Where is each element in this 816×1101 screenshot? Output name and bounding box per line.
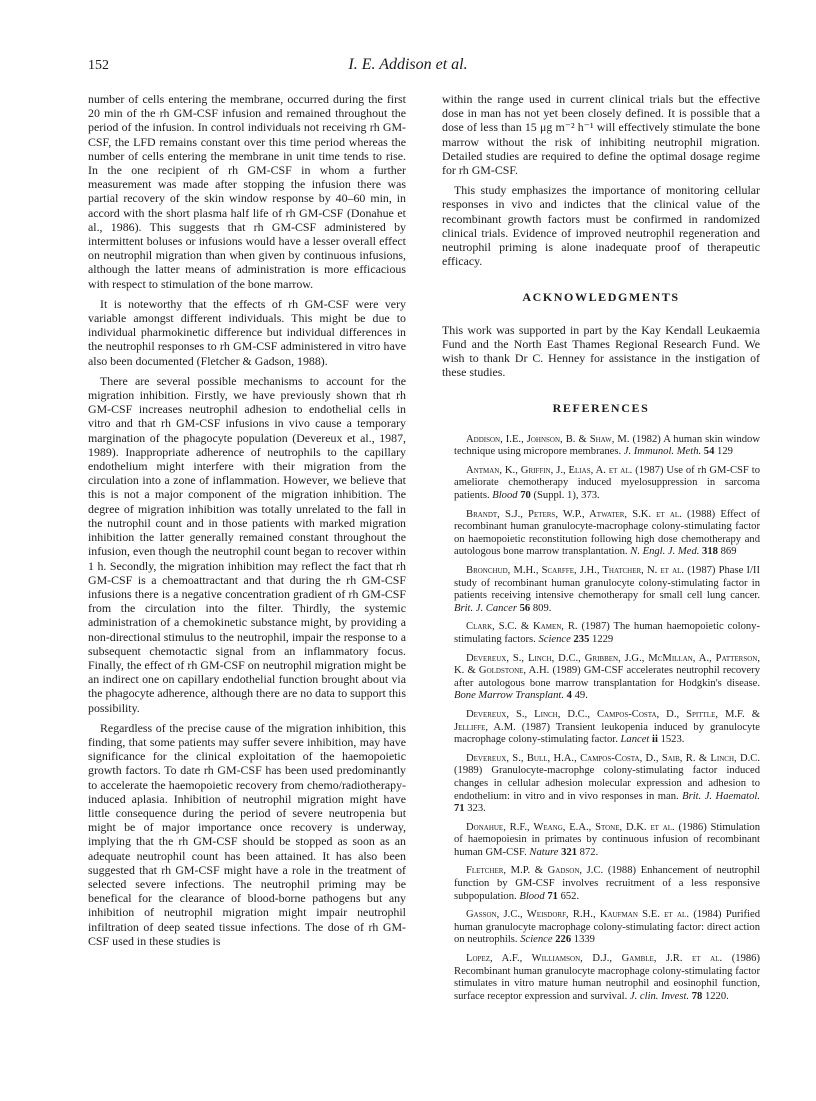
paragraph: Regardless of the precise cause of the migration inhibition, this finding, that some patients may suffer severe inhibition, may have significance for the clinical exploitation of the haemopoietic growth factors. To date rh GM-CSF has been used predominantly to accelerate the haemopoietic recovery from chemo/radiotherapy-induced aplasia. Inhibition of neutrophil migration might have little consequence during the period of severe neutropenia but might be of major importance once recovery is underway, implying that the rh GM-CSF should be stopped as soon as an adequate neutrophil count has been attained. It has also been suggested that rh GM-CSF might have a role in the treatment of selected severe infections. The neutrophil priming may be benefical for the clearance of blood-borne pathogens but any inhibition of neutrophil migration might impair neutrophil infiltration of deep seated tissue infections. The dose of rh GM-CSF used in these studies is (88, 720, 406, 948)
reference-list (442, 434, 760, 1004)
paragraph: number of cells entering the membrane, occurred during the first 20 min of the rh GM-CSF infusion and remained throughout the period of the infusion. In control individuals not receiving rh GM-CSF, the LFD remains constant over this time period whereas the number of cells entering the membrane in unit time tends to rise. In the one recipient of rh GM-CSF in whom a further measurement was made after stopping the infusion there was partial recovery of the skin window response by 40–60 min, in accord with the short plasma half life of rh GM-CSF (Donahue et al., 1986). This suggests that rh GM-CSF administered by intermittent boluses or infusions would have a lesser overall effect on neutrophil migration than when given by continuous infusions, although the latter means of administration is more efficacious with respect to stimulation of the bone marrow. (88, 92, 406, 291)
reference-item (442, 653, 760, 703)
right-column (442, 92, 760, 1009)
reference-journal: Science (538, 633, 571, 645)
reference-item (442, 621, 760, 646)
reference-rest: (1987) Use of rh GM-CSF to ameliorate chemotherapy induced myelosuppression in sarcoma patients. (454, 464, 760, 502)
page-header (88, 58, 728, 82)
reference-rest: (1987) Transient leukopenia induced by granulocyte macrophage colony-stimulating factor. (454, 721, 760, 746)
reference-pages: 323. (467, 803, 486, 815)
reference-rest: (1989) GM-CSF accelerates neutrophil recovery after autologous bone marrow transplantation for Hodgkin's disease. (454, 665, 760, 689)
reference-volume: ii (652, 734, 658, 746)
reference-journal: Blood (492, 490, 518, 502)
reference-item (442, 434, 760, 459)
reference-volume: 71 (454, 803, 465, 815)
reference-pages: 872. (579, 846, 599, 858)
reference-volume: 226 (555, 934, 572, 946)
reference-authors: Devereux, S., Bull, H.A., Campos-Costa, D., Saib, R. & Linch, D.C. (466, 752, 760, 764)
reference-journal: Brit. J. Cancer (454, 602, 517, 614)
acknowledgments-heading: ACKNOWLEDGMENTS (522, 290, 680, 305)
page-number: 152 (88, 58, 109, 73)
reference-item (442, 565, 760, 615)
reference-rest: (1986) Recombinant human granulocyte macrophage colony-stimulating factor stimulates in vitro mature human neutrophil and eosinophil function, surface receptor expression and survival. (454, 953, 760, 1002)
reference-rest: (1989) Granulocyte-macrophge colony-stimulating factor induced changes in cellular adhesion molecular expression and adhesion to endothelium: in vitro and in vivo responses in man. (454, 765, 760, 802)
reference-item (442, 709, 760, 747)
reference-rest: (1984) Purified human granulocyte macrophage colony-stimulating factor: direct action on neutrophils. (454, 909, 760, 946)
reference-journal: J. Immunol. Meth. (623, 446, 702, 458)
reference-rest: (1986) Stimulation of haemopoiesin in primates by continuous infusion of recombinant human GM-CSF. (454, 821, 760, 858)
reference-authors: Antman, K., Griffin, J., Elias, A. et al. (466, 464, 633, 476)
reference-pages: 869 (720, 546, 737, 558)
reference-rest: (1988) Enhancement of neutrophil function by GM-CSF involves recruitment of a less responsive subpopulation. (454, 865, 760, 902)
paragraph: It is noteworthy that the effects of rh GM-CSF were very variable amongst different individuals. This might be due to individual pharmokinetic difference but individual differences in the neutrophil responses to rh GM-CSF administered in vitro have also been documented (Fletcher & Gadson, 1988). (88, 296, 406, 368)
acknowledgments-text: This work was supported in part by the Kay Kendall Leukaemia Fund and the North East Thames Regional Research Fund. We wish to thank Dr C. Henney for assistance in the instigation of these studies. (442, 322, 760, 380)
reference-item (442, 465, 760, 503)
reference-item (442, 865, 760, 903)
reference-journal: Science (520, 934, 553, 946)
reference-authors: Fletcher, M.P. & Gadson, J.C. (466, 865, 604, 877)
reference-authors: Addison, I.E., Johnson, B. & Shaw, M. (466, 433, 630, 445)
reference-item (442, 509, 760, 559)
paragraph: There are several possible mechanisms to account for the migration inhibition. Firstly, we have previously shown that rh GM-CSF increases neutrophil adhesion to endothelial cells in vitro and that rh GM-CSF infusions in vivo cause a temporary margination of the phagocyte population (Devereux et al., 1987, 1989). Inappropriate adherence of neutrophils to the capillary endothelium might interfere with their migration from the circulation into a zone of inflammation. However, we believe that this is not a major component of the migration inhibition. The degree of migration inhibition was totally unrelated to the fall in the nutrophil count and in those patients with marked migration inhibition the latter generally remained constant throughout the infusion, even though the neutrophil count began to recover within 1 h. Secondly, the migration inhibition may reflect the fact that rh GM-CSF is a chemoattractant and that during the rh GM-CSF infusions there is a negative concentration gradient of rh GM-CSF from the circulation into the filter. Thirdly, the systemic administration of a chemokinetic substance might, by providing a non-directional stimulus to the neutrophil, impair the response to a subsequent chemotactic signal from an inflammatory focus. Finally, the effect of rh GM-CSF on neutrophil migration might be an indirect one on capillary endothelial function brought about via the phagocyte adherence, although there are no data to support this possibility. (88, 373, 406, 715)
reference-authors: Gasson, J.C., Weisdorf, R.H., Kaufman S.E. et al. (466, 909, 689, 921)
reference-volume: 235 (573, 633, 590, 645)
reference-authors: Bronchud, M.H., Scarffe, J.H., Thatcher, N. et al. (466, 565, 685, 576)
reference-item (442, 953, 760, 1003)
reference-volume: 54 (703, 446, 715, 458)
reference-pages: (Suppl. 1), 373. (533, 490, 600, 502)
paragraph: This study emphasizes the importance of monitoring cellular responses in vivo and indictes that the clinical value of the recombinant growth factors must be confirmed in randomized clinical trials. Evidence of improved neutrophil regeneration and neutrophil priming is alone inadequate proof of therapeutic efficacy. (442, 183, 760, 269)
running-head: I. E. Addison et al. (348, 56, 468, 73)
reference-authors: Donahue, R.F., Weang, E.A., Stone, D.K. et al. (466, 821, 675, 833)
reference-rest: (1987) The human haemopoietic colony-stimulating factors. (454, 621, 761, 645)
reference-authors: Brandt, S.J., Peters, W.P., Atwater, S.K. et al. (466, 508, 682, 520)
reference-volume: 4 (566, 690, 572, 702)
reference-authors: Devereux, S., Linch, D.C., Campos-Costa, D., Spittle, M.F. & Jelliffe, A.M. (454, 708, 760, 733)
reference-journal: Blood (519, 890, 545, 902)
reference-authors: Clark, S.C. & Kamen, R. (466, 621, 578, 633)
reference-pages: 809. (532, 602, 552, 614)
reference-item (442, 822, 760, 860)
reference-authors: Devereux, S., Linch, D.C., Gribben, J.G., McMillan, A., Patterson, K. & Goldstone, A.H. (454, 652, 760, 677)
reference-journal: J. clin. Invest. (629, 990, 690, 1002)
reference-volume: 56 (519, 602, 531, 614)
reference-pages: 1220. (704, 990, 729, 1002)
reference-rest: (1982) A human skin window technique using micropore membranes. (454, 433, 760, 458)
references-heading: REFERENCES (552, 401, 650, 416)
reference-pages: 1339 (573, 934, 595, 946)
reference-pages: 129 (717, 446, 733, 458)
reference-volume: 70 (520, 490, 531, 502)
reference-volume: 321 (561, 846, 577, 858)
reference-authors: Lopez, A.F., Williamson, D.J., Gamble, J.R. et al. (466, 953, 723, 965)
reference-journal: Lancet (620, 734, 650, 746)
reference-pages: 652. (560, 890, 580, 902)
reference-journal: N. Engl. J. Med. (630, 546, 700, 558)
reference-pages: 49. (574, 690, 588, 702)
reference-volume: 318 (702, 546, 718, 558)
reference-pages: 1523. (660, 734, 685, 746)
reference-volume: 71 (547, 890, 558, 902)
left-column (88, 92, 406, 954)
paragraph: within the range used in current clinical trials but the effective dose in man has not yet been closely defined. It is possible that a dose of less than 15 μg m⁻² h⁻¹ will effectively stimulate the bone marrow without the risk of inhibiting neutrophil migration. Detailed studies are required to define the optimal dosage regime for rh GM-CSF. (442, 92, 760, 178)
reference-journal: Brit. J. Haematol. (682, 790, 760, 802)
reference-journal: Nature (529, 846, 559, 858)
reference-rest: (1987) Phase I/II study of recombinant human granulocyte colony-stimulating factor in patients receiving intensive chemotherapy for small cell lung cancer. (454, 565, 760, 602)
reference-volume: 78 (691, 990, 703, 1002)
reference-item (442, 753, 760, 816)
reference-pages: 1229 (592, 633, 614, 645)
reference-item (442, 909, 760, 947)
reference-journal: Bone Marrow Transplant. (454, 690, 564, 702)
reference-rest: (1988) Effect of recombinant human granulocyte-macrophage colony-stimulating factor on haemopoietic reconstitution following high dose chemotherapy and autologous bone marrow transplantation. (454, 508, 760, 558)
